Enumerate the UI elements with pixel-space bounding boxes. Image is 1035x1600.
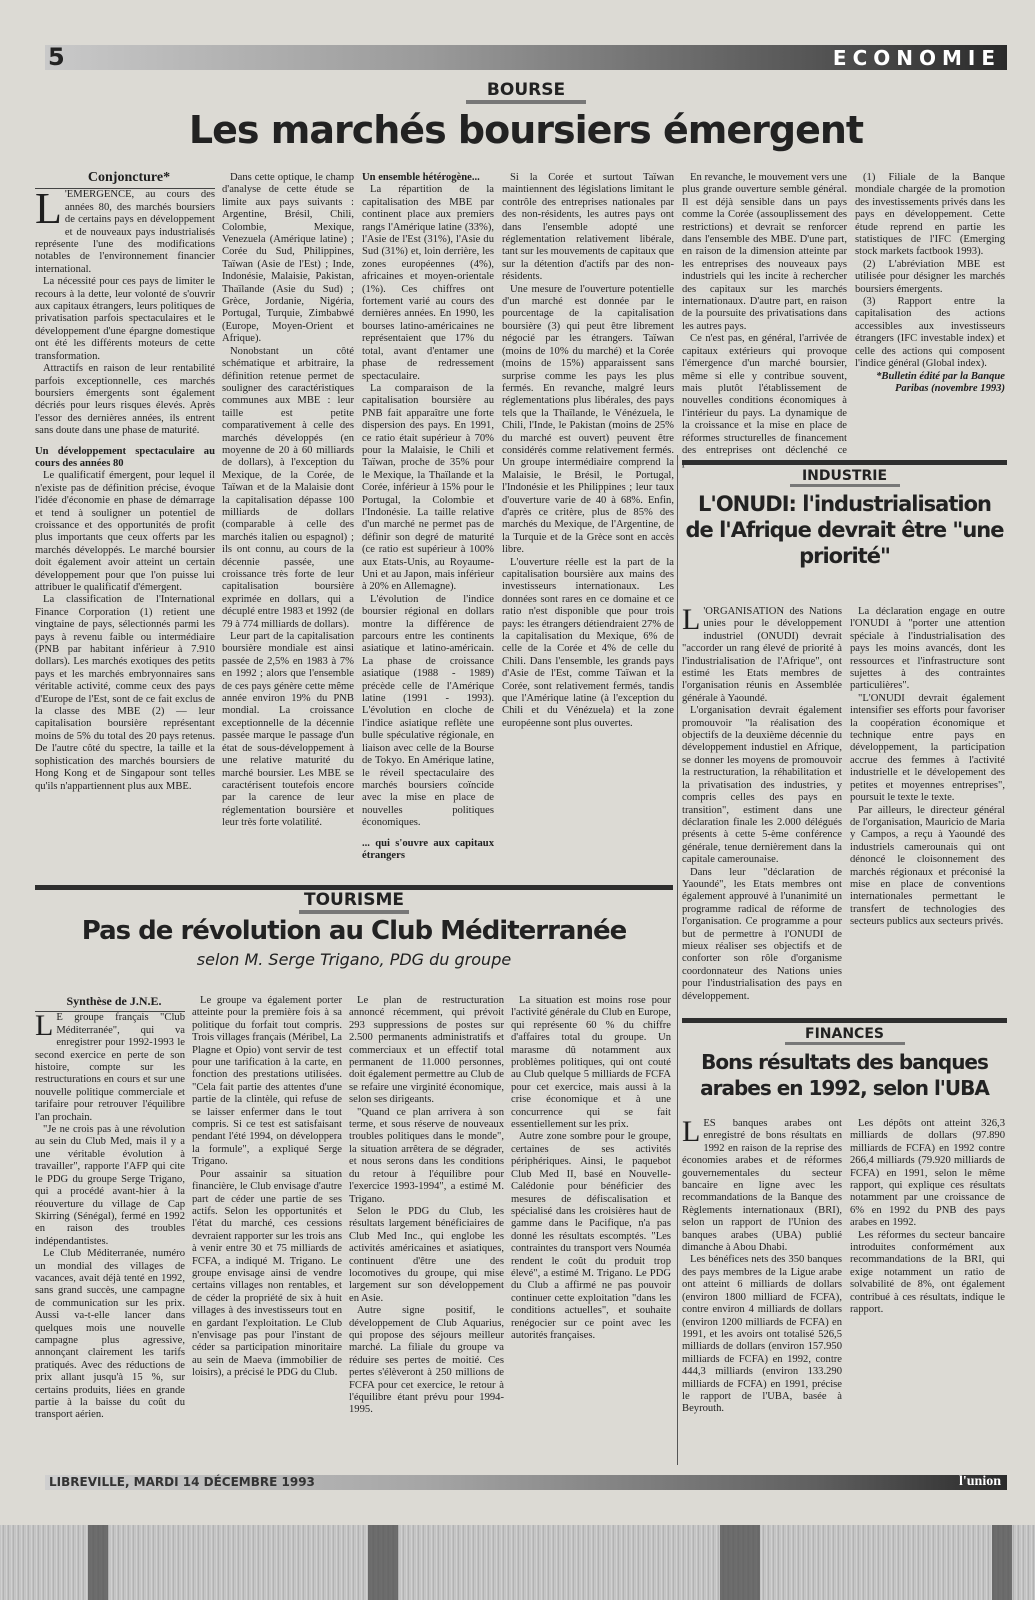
section-rule [682,460,1007,465]
bourse-box-heading: Conjoncture* [35,172,215,189]
industrie-column-2 [850,606,1005,1008]
bourse-lead [35,184,215,276]
finances-headline [682,1026,1007,1101]
paragraph: Leur part de la capitalisation boursière mondiale est ainsi passée de 2,5% en 1983 à 7% en 1992 ; alors que l'ensemble de ces pays génère cette même année environ 19% du PNB mondial. La croissance exceptionnelle de la décennie passée marque le passage d'un état de sous-développement à une relative maturité du marché boursier. Les MBE se caractérisent toutefois encore par la carence de leur réglementation boursière et leur très forte volatilité. [222,631,354,829]
paragraph: La classification de l'International Finance Corporation (1) retient une vingtaine de pays, sélectionnés parmi les pays à revenu faible ou intermédiaire (PNB par habitant inférieur à 7.910 dollars). Les marchés exotiques des petits pays et les marchés embryonnaires sans véritable activité, comme ceux des pays d'Europe de l'Est, sont de ce fait exclus de la classe des MBE (2) — leur capitalisation boursière représentant moins de 5% du total des 20 pays retenus. De l'autre côté du spectre, la taille et la sophistication des marchés boursiers de Hong Kong et de Singapour sont telles qu'ils n'appartiennent plus aux MBE. [35,594,215,792]
tourisme-subtitle: selon M. Serge Trigano, PDG du groupe [196,950,512,969]
source-note: *Bulletin édité par la Banque Paribas (novembre 1993) [876,370,1005,394]
bourse-column-3 [362,172,494,882]
paragraph: La répartition de la capitalisation des MBE par continent place aux premiers rangs l'Amérique latine (33%), l'Asie de l'Est (31%), l'Asie du Sud (31%) et, loin derrière, les zones européennes (4%), africaines et moyen-orientale (1%). Ces chiffres ont fortement varié au cours des dernières années. En 1990, les bourses latino-américaines ne représentaient que 17% du total, avant d'entamer une phase de redressement spectaculaire. [362,184,494,382]
paragraph: "Quand ce plan arrivera à son terme, et sous réserve de nouveaux troubles politiques dans le monde", la situation arrêtera de se dégrader, et nous serons dans les conditions du retour à l'équilibre pour l'exercice 1993-1994", a estimé M. Trigano. [349,1106,504,1205]
tourisme-column-3 [349,995,504,1470]
footnote: (1) Filiale de la Banque mondiale chargée de la promotion des investissements privés dans les pays en développement. Cette étude reprend en partie les statistiques de l'IFC (Emerging stock markets factbook 1993). [855,172,1005,258]
section-name: ECONOMIE [832,46,1001,70]
paragraph: Le Club Méditerranée, numéro un mondial des villages de vacances, avait déjà tenté en 1992, sans grand succès, une campagne de communication sur les prix. Aussi va-t-elle lancer dans quelques mois une nouvelle campagne plus agressive, annonçant clairement les tarifs pratiqués. Avec des réductions de prix allant jusqu'à 15 %, sur certains produits, liées en grande partie à la baisse du coût du transport aérien. [35,1248,185,1421]
paragraph: Les dépôts ont atteint 326,3 milliards de dollars (97.890 milliards de FCFA) en 1992 contre 266,4 milliards (79.920 milliards de FCFA) en 1991, selon le même rapport, qui explique ces résultats notamment par une croissance de 6% en 1992 du PNB des pays arabes en 1992. [850,1118,1005,1229]
bourse-column-5 [682,172,847,456]
industrie-title: L'ONUDI: l'industrialisation de l'Afrique devrait être "une priorité" [685,492,1004,568]
paragraph: E groupe français "Club Méditerranée", qui va enregistrer pour 1992-1993 le second exercice en perte de son histoire, compte sur les restructurations en cours et sur une nouvelle politique commerciale et tarifaire pour retrouver l'équilibre l'an prochain. [35,1012,185,1123]
scan-stripe [368,1525,398,1600]
paragraph: L'organisation devrait également promouvoir "la réalisation des objectifs de la deuxième décennie du développement industiel en Afrique, se donner les moyens de promouvoir la restructuration, la réhabilitation et la privatisation des industries, y compris celles des pays en transition", estiment dans une déclaration finale les 2.000 délégués présents à cette 5-ème conférence générale, tenue dernièrement dans la capitale camerounaise. [682,705,842,866]
bourse-title: Les marchés boursiers émergent [188,108,864,152]
dropcap: L [682,603,701,636]
column-divider [677,455,678,1465]
paragraph: Dans leur "déclaration de Yaoundé", les Etats membres ont également approuvé à l'unanimité un programme radical de réforme de l'organisation. Ce programme a pour but de permettre à l'ONUDI de mieux réaliser ses objectifs et de conforter son rôle d'organisme coordonnateur des Nations unies pour l'industrialisation des pays en développement. [682,866,842,1002]
paragraph: 'ORGANISATION des Nations unies pour le développement industriel (ONUDI) devrait "accorder un rang élevé de priorité à l'industrialisation de l'Afrique", ont estimé les Etats membres de l'organisation réunis en Assemblée générale à Yaoundé. [682,606,842,704]
tourisme-column-4 [511,995,671,1470]
page-number: 5 [48,43,65,71]
paragraph: Autre zone sombre pour le groupe, certaines de ses activités périphériques. Ainsi, le paquebot Club Med II, basé en Nouvelle-Calédonie pour bénéficier des mesures de défiscalisation et spécialisé dans les croisières haut de gamme dans le Pacifique, n'a pas donné les résultats escomptés. "Les contraintes du transport vers Nouméa rendent le coût du produit trop élevé", a estimé M. Trigano. Le PDG du Club a affirmé ne pas pouvoir continuer cette exploitation "dans les conditions actuelles", et souhaite renégocier sur ce point avec les autorités françaises. [511,1131,671,1341]
paragraph: Une mesure de l'ouverture potentielle d'un marché est donnée par le pourcentage de la capitalisation boursière (3) qui peut être librement négocié par les étrangers. Taïwan (moins de 10% du marché) et la Corée (moins de 15%) apparaissent sans surprise comme les pays les plus fermés. En revanche, malgré leurs réglementations plus libérales, des pays tels que la Thaïlande, le Vénézuela, le Chili, l'Inde, le Pakistan (moins de 25% du marché est ouvert) peuvent être considérés comme relativement fermés. Un groupe intermédiaire comprend la Malaisie, le Brésil, le Portugal, l'Indonésie et les Philippines ; leur taux d'ouverture varie de 40 à 68%. Enfin, d'après ce critère, plus de 85% des marchés du Mexique, de l'Argentine, de la Turquie et de la Grèce sont en accès libre. [502,283,674,556]
paragraph: 'EMERGENCE, au cours des années 80, des marchés boursiers de certains pays en développement et de nouveaux pays industrialisés représente l'une des modifications notables de l'environnement financier international. [35,189,215,275]
paragraph: Le groupe va également porter atteinte pour la première fois à sa politique du forfait tout compris. Trois villages français (Méribel, La Plagne et Opio) vont servir de test pour une tarification à la carte, en fonction des prestations utilisées. "Cela fait partie des attentes d'une partie de la clintèle, qui refuse de se laisser enfermer dans le tout compris. Si ce test est satisfaisant pendant l'été 1994, on développera la formule", a expliqué Serge Trigano. [192,995,342,1168]
paragraph: ES banques arabes ont enregistré de bons résultats en 1992 en raison de la reprise des économies arabes et de réformes gouvernementales du secteur bancaire en ligne avec les recommandations de la Banque des Règlements internationaux (BRI), selon un rapport de l'Union des banques arabes (UBA) publié dimanche à Abou Dhabi. [682,1118,842,1254]
tourisme-kicker: TOURISME [303,890,405,910]
scan-stripe [88,1525,108,1600]
finances-column-1 [682,1115,842,1468]
paragraph: La situation est moins rose pour l'activité générale du Club en Europe, qui représente 60 % du chiffre d'affaires total du groupe. Un marasme dû notamment aux problèmes politiques, qui ont couté au Club quelque 5 milliards de FCFA pour cet exercice, mais aussi à la crise économique et à une concurrence qui se fait essentiellement sur les prix. [511,995,671,1131]
bourse-subheading-3: ... qui s'ouvre aux capitaux étrangers [362,837,494,861]
tourisme-lead [35,1009,185,1124]
tourisme-column-1 [35,995,185,1470]
industrie-kicker: INDUSTRIE [801,468,888,484]
section-header-bar [45,45,1007,70]
finances-kicker: FINANCES [805,1026,884,1042]
bourse-column-2 [222,172,354,882]
paragraph: Le qualificatif émergent, pour lequel il n'existe pas de définition précise, évoque l'idée d'économie en phase de démarrage et tend à souligner un potentiel de croissance et des opportunités de profit plus importants que ceux offerts par les marchés développés. Le marché boursier doit également avoir atteint un certain développement pour que l'on puisse lui attribuer le qualificatif d'émergent. [35,470,215,593]
dropcap: L [35,1009,54,1043]
paragraph: Les réformes du secteur bancaire introduites conformément aux recommandations de la BRI, qui exige notamment un ratio de solvabilité de 8%, ont également contribué à ces résultats, indique le rapport. [850,1229,1005,1316]
masthead-logo: l'union [958,1474,1001,1489]
scan-stripe [992,1525,1012,1600]
paragraph: "L'ONUDI devrait également intensifier ses efforts pour favoriser la coopération économique et technique entre pays en développement, la participation accrue des femmes à l'activité industrielle et le dévelopement des petites et moyennes entreprises", poursuit le texte le texte. [850,692,1005,804]
paragraph: Nonobstant un côté schématique et arbitraire, la définition retenue permet de souligner des caractéristiques communes aux MBE : leur taille est petite comparativement à celle des marchés développés (en moyenne de 20 à 60 milliards de dollars), à l'exception du Mexique, de la Corée, de Taïwan et de la Malaisie dont la capitalisation dépasse 100 milliards de dollars (comparable à celle des marchés italien ou espagnol) ; ils ont connu, au cours de la décennie passée, une croissance très forte de leur capitalisation boursière exprimée en dollars, qui a décuplé entre 1983 et 1992 (de 79 à 774 milliards de dollars). [222,345,354,630]
paragraph: Pour assainir sa situation financière, le Club envisage d'autre part de céder une partie de ses actifs. Selon les opportunités et l'état du marché, ces cessions devraient rapporter sur les trois ans à venir entre 30 et 75 milliards de FCFA, a indiqué M. Trigano. Le groupe envisage ainsi de vendre certains villages non rentables, et de céder la propriété de six à huit villages à des investisseurs tout en en gardant l'exploitation. Le Club n'envisage pas pour l'instant de céder sa participation minoritaire au sein de Maeva (immobilier de loisirs), a précisé le PDG du Club. [192,1168,342,1379]
tourisme-title: Pas de révolution au Club Méditerranée [81,916,627,946]
bourse-kicker: BOURSE [486,80,566,100]
paragraph: L'ouverture réelle est la part de la capitalisation boursière aux mains des investisseurs internationaux. Les données sont rares en ce domaine et ce ratio n'est disponible que pour trois pays: les étrangers détiendraient 27% de la capitalisation du Mexique, 6% de celle de la Corée et 4% de celle du Chili. Dans l'ensemble, les grands pays d'Asie de l'Est, comme Taïwan et la Corée, sont relativement fermés, tandis que l'Amérique latine (à l'exception du Chili et du Vénézuela) et la zone européenne sont plus ouvertes. [502,556,674,729]
paragraph: Si la Corée et surtout Taïwan maintiennent des législations limitant le contrôle des entreprises nationales par des non-résidents, les autres pays ont dans l'ensemble adopté une réglementation relativement libérale, tant sur les mouvements de capitaux que sur la détention d'actifs par des non-résidents. [502,172,674,283]
section-rule [682,1018,1007,1023]
scan-noise [0,1525,1035,1600]
paragraph: En revanche, le mouvement vers une plus grande ouverture semble général. Il est déjà sensible dans un pays comme la Corée (assouplissement des restrictions) et devrait se renforcer dans l'ensemble des MBE. D'une part, en raison de la dimension atteinte par les entreprises des nouveaux pays industriels qui les incite à rechercher des capitaux sur les marchés internationaux. D'autre part, en raison de la poursuite des privatisations dans les autres pays. [682,172,847,332]
paragraph: L'évolution de l'indice boursier régional en dollars montre la différence de parcours entre les continents asiatique et latino-américain. La phase de croissance asiatique (1988 - 1989) précède celle de l'Amérique latine (1991 - 1993). L'évolution en cloche de l'indice asiatique reflète une bulle spéculative régionale, en liaison avec celle de la Bourse de Tokyo. En Amérique latine, le réveil spectaculaire des marchés boursiers coïncide avec la mise en place de nouvelles politiques économiques. [362,593,494,829]
paragraph: Selon le PDG du Club, les résultats largement bénéficiaires de Club Med Inc., qui englobe les activités américaines et asiatiques, continuent d'être une des locomotives du groupe, qui mise largement sur son développement en Asie. [349,1205,504,1304]
footnote: (3) Rapport entre la capitalisation des actions accessibles aux investisseurs étrangers (IFC investable index) et celle des actions qui composent l'indice général (Global index). [855,296,1005,370]
finances-title: Bons résultats des banques arabes en 1992, selon l'UBA [700,1050,989,1100]
footnote: (2) L'abréviation MBE est utilisée pour désigner les marchés boursiers émergents. [855,258,1005,295]
paragraph: Le plan de restructuration annoncé récemment, qui prévoit 293 suppressions de postes sur 2.500 permanents administratifs et commerciaux et un effectif total permanent de 11.000 personnes, doit également permettre au Club de se refaire une virginité économique, selon ses dirigeants. [349,995,504,1106]
footer-bar [45,1475,1007,1490]
paragraph: Attractifs en raison de leur rentabilité parfois exceptionnelle, ces marchés boursiers émergents sont également décriés pour leurs risques élevés. Après l'essor des dernières années, ils entrent sans doute dans une phase de maturité. [35,363,215,437]
scan-stripe [720,1525,760,1600]
tourisme-headline [35,890,673,969]
paragraph: Les bénéfices nets des 350 banques des pays membres de la Ligue arabe ont atteint 6 milliards de dollars (environ 1800 milliard de FCFA), contre environ 4 milliards de dollars (environ 1200 milliards de FCFA) en 1991, et les avoirs ont totalisé 526,5 milliards de dollars (environ 157.950 milliards de FCFA) en 1992, contre 444,3 milliards (environ 133.290 milliards de FCFA) en 1991, précise le rapport de l'UBA, basée à Beyrouth. [682,1254,842,1415]
industrie-lead [682,603,842,705]
paragraph: Ce n'est pas, en général, l'arrivée de capitaux extérieurs qui provoque l'émergence d'un marché boursier, même si elle y contribue souvent, mais plutôt l'établissement de nouvelles conditions économiques à l'intérieur du pays. La dynamique de la croissance et la mise en place de réformes structurelles de financement des entreprises ont déclenché ce [682,333,847,456]
paragraph: Dans cette optique, le champ d'analyse de cette étude se limite aux pays suivants : Argentine, Brésil, Chili, Colombie, Mexique, Venezuela (Amérique latine) ; Corée du Sud, Philippines, Taïwan (Asie de l'Est) ; Inde, Indonésie, Malaisie, Pakistan, Thaïlande (Asie du Sud) ; Grèce, Jordanie, Nigéria, Portugal, Turquie, Zimbabwé (Europe, Moyen-Orient et Afrique). [222,172,354,345]
dateline: LIBREVILLE, MARDI 14 DÉCEMBRE 1993 [49,1475,315,1489]
bourse-column-1 [35,172,215,882]
paragraph: La nécessité pour ces pays de limiter le recours à la dette, leur volonté de s'ouvrir aux capitaux étrangers, leurs politiques de privatisation parfois spectaculaires et le développement d'une épargne domestique ont été les différents moteurs de cette transformation. [35,276,215,362]
tourisme-column-2 [192,995,342,1470]
bourse-subheading-1: Un développement spectaculaire au cours des années 80 [35,445,215,469]
dropcap: L [682,1115,701,1148]
finances-lead [682,1115,842,1254]
paragraph: Par ailleurs, le directeur général de l'organisation, Mauricio de Maria y Campos, a reçu à Yaoundé des industriels camerounais qui ont dénoncé le cloisonnement des marchés régionaux et préconisé la mise en place de conventions internationales permettant le transfert de technologies des secteurs publics aux secteurs privés. [850,804,1005,928]
bourse-headline [45,80,1007,156]
bourse-column-4 [502,172,674,882]
bourse-notes [855,172,1005,442]
industrie-column-1 [682,603,842,1008]
paragraph: La déclaration engage en outre l'ONUDI à "porter une attention spéciale à l'industrialisation des pays les moins avancés, dont les ressources et l'infrastructure sont sujettes à des contraintes particulières". [850,606,1005,692]
bourse-subheading-2: Un ensemble hétérogène... [362,172,480,183]
kicker-underline [790,484,900,487]
paragraph: "Je ne crois pas à une révolution au sein du Club Med, mais il y a une véritable évolution à travailler", rapporte l'AFP qui cite le PDG du groupe Serge Trigano, qui a procédé avant-hier à la réouverture du village de Cap Skirring (Sénégal), fermé en 1992 en raison des troubles indépendantistes. [35,1124,185,1247]
dropcap: L [35,184,62,234]
industrie-headline [682,468,1007,569]
paragraph: La comparaison de la capitalisation boursière au PNB fait apparaître une forte dispersion des pays. En 1991, ce ratio était supérieur à 70% pour la Malaisie, le Chili et Taïwan, proche de 35% pour le Mexique, la Thaïlande et la Corée, inférieur à 15% pour le Portugal, la Colombie et l'Indonésie. La taille relative d'un marché ne permet pas de définir son degré de maturité (ce ratio est supérieur à 100% aux Etats-Unis, au Royaume-Uni et au Japon, mais inférieur à 20% en Allemagne). [362,382,494,593]
tourisme-box-heading: Synthèse de J.N.E. [35,995,185,1012]
finances-column-2 [850,1118,1005,1468]
paragraph: Autre signe positif, le développement de Club Aquarius, qui propose des séjours meilleur marché. La filiale du groupe va réduire ses pertes de moitié. Ces pertes s'élèveront à 250 millions de FCFA pour cet exercice, le retour à l'équilibre étant prévu pour 1994-1995. [349,1305,504,1416]
kicker-underline [785,1042,905,1045]
